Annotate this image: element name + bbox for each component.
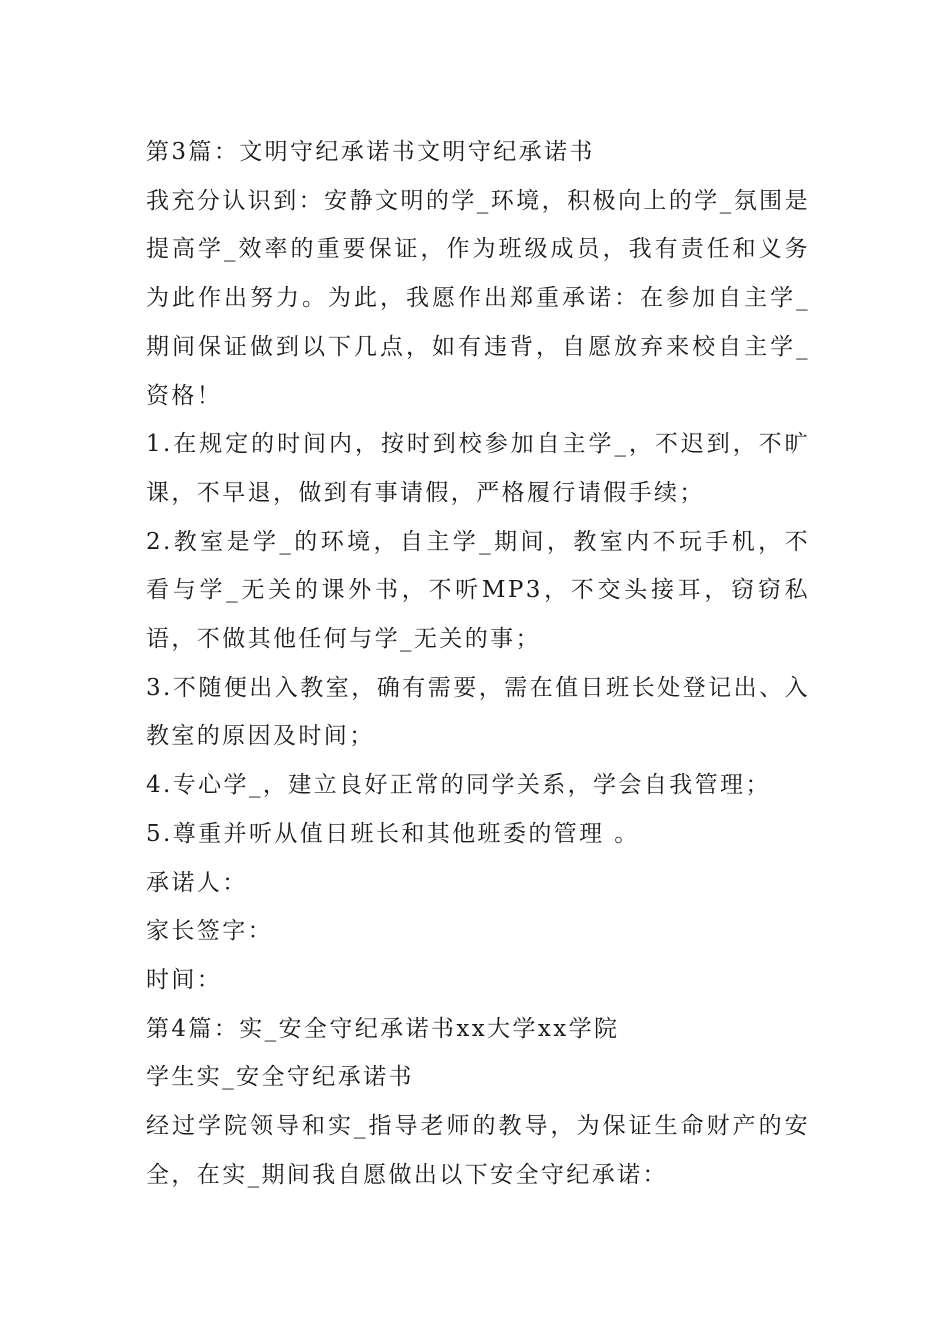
pledge-item-1: 1.在规定的时间内，按时到校参加自主学_，不迟到，不旷课，不早退，做到有事请假，严格履行请假手续； [146, 431, 810, 506]
pledge-intro-paragraph: 我充分认识到：安静文明的学_环境，积极向上的学_氛围是提高学_效率的重要保证，作为班级成员，我有责任和义务为此作出努力。为此，我愿作出郑重承诺：在参加自主学_期间保证做到以下几点，如有违背，自愿放弃来校自主学_资格！ [146, 187, 810, 409]
section-title-3: 第3篇：文明守纪承诺书文明守纪承诺书 [146, 139, 595, 165]
document-page [146, 128, 810, 1199]
parent-signature-label: 家长签字： [146, 918, 273, 945]
document-subtitle: 学生实_安全守纪承诺书 [146, 1064, 414, 1091]
pledge-item-4: 4.专心学_，建立良好正常的同学关系，学会自我管理； [146, 772, 771, 799]
section-title-4: 第4篇：实_安全守纪承诺书xx大学xx学院 [146, 1015, 620, 1042]
safety-intro-paragraph: 经过学院领导和实_指导老师的教导，为保证生命财产的安全，在实_期间我自愿做出以下安全守纪承诺： [146, 1113, 810, 1188]
date-label: 时间： [146, 966, 223, 993]
pledge-item-5: 5.尊重并听从值日班长和其他班委的管理 。 [146, 820, 640, 847]
pledge-item-3: 3.不随便出入教室，确有需要，需在值日班长处登记出、入教室的原因及时间； [146, 674, 810, 750]
pledger-label: 承诺人： [146, 869, 248, 896]
pledge-item-2: 2.教室是学_的环境，自主学_期间，教室内不玩手机，不看与学_无关的课外书，不听MP3，不交头接耳，窃窃私语，不做其他任何与学_无关的事； [146, 528, 810, 653]
